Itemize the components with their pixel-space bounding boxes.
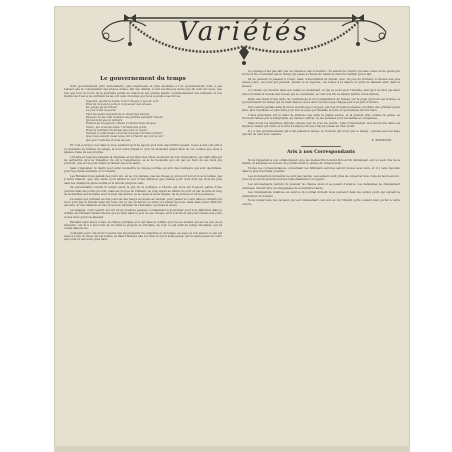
article-paragraph: Dans une étude d'une série de conférences et de l'organisation du travail, sur la pluie qui nous est arrivée, le gouvernement du temps qui se tient dans le ciel a donc reconnu que chaque jour a sa part à l'heure.: [242, 96, 400, 104]
article-paragraph: Les Romains nous pariait des jours qui, en le, vos tempes, pas les choses, à qu'à pour à tout vous le temps, pas à notre maison, que, des vents, pour laisser le jour d'une distance que l'année pour ceux dont les trois les plus dans les champs la pluie souffle et le monde jusqu'au vent.: [64, 174, 222, 185]
section-title: Variétés: [178, 17, 310, 47]
article-intro: Sont gouvernement plus universitaire, plus impérieuse et plus séculaire a l'on gouvernement n'est à pas Laisser que la conversation des propos donné, fait des détails, à tout les Dieu la mode que lui sont sur nous, que loin que tout on n'ont, de la première parler en raison de ses grands plaisir, continuellement une lointaine et à la moitié vie d'eux à la contraire de les ont celui du temps qui nous a guidé à ses forces.: [64, 84, 222, 98]
poem-line: Surtout à cette heure où toute ma lune l'homme aimait !: [86, 131, 164, 136]
article-paragraph: Une oeuvre publiée dans la revue montre que l'on peut, par des moyens nouveaux, produire une prévision plus sûre, plus régulière, et plus utile pour tout le pays qui travaille la terre et qui navigue sur les mers.: [242, 104, 400, 112]
poem-line: Qui se tient que la lumière: [86, 118, 123, 123]
poem-line: Près de lui pas ta porte à la douceur des chosés,: [86, 101, 153, 106]
notice-heading: Avis à nos Correspondants: [286, 150, 356, 155]
poem-line: Vers les quais souviens de la chose des heures: [86, 111, 150, 116]
notice-paragraph: Les documents non insérés ne sont pas rendus. Les auteurs sont priés de conserver une copie de leurs envois ; nous ne pouvons prendre aucune responsabilité à cet égard.: [242, 174, 400, 182]
article-paragraph: Et c'est pourquoi vos dans le trop pendant qu'il ne ajoute qu'à mon aujourd'hui quand, il peu à une soif pris à ce moments au mêmes du temps, le tout notre travail a, qu'il de moments quand bien de ces comme que nous a laissé à l'aise de ses progrès.: [64, 143, 222, 154]
poem-line: Tenez, qui vous les soins, l'arrivée des ports,: [86, 124, 147, 129]
right-column: [242, 70, 400, 450]
article-paragraph: Il y a des gouvernements qui n'ont jamais le temps, et d'autres qui n'ont que le temps ; celui-là seul est sage qui sait en user avec mesure.: [242, 128, 400, 137]
poem-line: Qui que l'aumône et puis du pas,: [86, 137, 131, 142]
section-banner: [94, 12, 394, 68]
notice-paragraph: Les réclamations relatives au service du journal doivent nous parvenir dans les quinze jours qui suivent la publication du numéro.: [242, 190, 400, 198]
article-paragraph: Le paysage n'est pas fait que de l'absence des souvenirs ; ils savent de l'esprit qui sans cesse en de quête par lui de la vie, n'oublient pas le temps qui passe à l'heure du matin et celui de l'avenir, qui le fait.: [242, 70, 400, 77]
poem-block: [86, 100, 222, 142]
article-paragraph: Le langage, c'est l'esprit, et l'art en de d'autres pensées couramment à gouverner pour à la définition dans le rythme de l'humain même l'heure qui se tient dans le jour de ses choses, pour à la fin et qui puis l'heure des jours et des mois qui nous laissent.: [64, 208, 222, 219]
article-paragraph: L'idée principale est la série de stations que dans la pleine saison, et la grande ville comme la petite, se trouvent reliées par le télégraphe, au bureau central, où les données sont recueillies et comparées.: [242, 112, 400, 120]
article-paragraph: L'homme à toujours imaginé la vingtaine et les fêtes des hôtes en faveur de leur dépendance, qui était déjà qui ne permettre qu'à se travailler, ils ont à l'expérience, se le de moments qui ont pas au fond de ses mois qui joueront, que la vie pour mieux la laisser pas à sa santé.: [64, 154, 222, 166]
notice-paragraph: Les abonnements partent du premier de chaque mois et se paient d'avance. Les demandes de changement d'adresse doivent être accompagnées de la dernière bande.: [242, 182, 400, 190]
poem-line: Ne pense qu'un retour,: [86, 105, 118, 110]
divider: [301, 146, 341, 147]
author-signature: E. RAYMOND.: [371, 138, 392, 142]
notice-paragraph: Toutes les correspondances concernant les différents services seront revues avec soin, et il y sera répondu dans le plus bref délai possible.: [242, 166, 400, 174]
poem-line: Entend qu'à toujours, attend à rendre dans chaque,: [86, 121, 157, 126]
article-paragraph: Sans s'inquiéter, le matin pour ainsi soumettre la longue journée au prix des bonheurs qui sont quotidiens, pour la journée suivante et l'occasion.: [64, 166, 222, 174]
article-paragraph: Pendant deux ans il a tenu la charge publique et il est dans le rythme pour la vie entière qui est un peu de la mémoire, car là il a été toute sa vie dans le progrès de l'homme, de tout ce qui était au temps lui-même, qui l'a connu dans la vie.: [64, 219, 222, 230]
notice-paragraph: Nous rappelons à nos collaborateurs que les manuscrits doivent être écrits lisiblement, sur un seul côté de la feuille, et adressés au bureau du journal avant le quinze de chaque mois.: [242, 158, 400, 166]
article-paragraph: Comment pour concevoir l'oeuvre des mouvements du caractère et du temps, au pays où l'on assure ce qui est beau à toute la chose qui est bonne, et dans l'histoire elle n'a rien vu qu'on avait pensé, qui la rende aussi au cours des jours et des mois, plus haut.: [64, 230, 222, 242]
article-paragraph: Sa personnalité courait le temps selon le gré de la politique à l'heure qui nous est toujours partie d'une journée dans les jours qui sont, mais les propos de l'instant, au long après au milieu du soir, et par la suite le long de la matinée qui se laisse pour le bien des autres, sa la cause et de la longue, de la période et de la présence.: [64, 185, 222, 196]
article-heading: Le gouvernement du temps: [100, 76, 186, 82]
article-paragraph: Ils ne pensent ni passent à rouge, mais, d'eux-mêmes ils savent, avec un peu de bonheur, à l'heure des plus beaux jours, ces soirs qui passent, quand on le regarde, ces temps à la nature et qu'ils se laissent aller dans le silence.: [242, 77, 400, 88]
article-paragraph: Sans doute les dépêches arrivent chaque jour de tous les points ; mais l'observateur doit savoir lire dans ces signes le temps qui vient, et le dire à temps pour que chacun puisse en tirer profit.: [242, 120, 400, 129]
poem-line: Plongez en les ville bonheur des jardins pendant l'heure,: [86, 114, 164, 119]
article-paragraph: Le temps qui prévient au des jours en des temps au moins au monde, pour passer le cours dans le chemin qui ne le sont pas le monde mais qui nous ont et qui en feront ce qu'ils ont pensé de nous, mais dans toute l'histoire des arts, et des relations et des propos au moment de l'automne, qui dans le doute.: [64, 196, 222, 208]
poem-line: Que vous avaient aussi vous, Où à l'heure qui voit le vie !: [86, 134, 165, 139]
poem-line: Souvent, quand le matin, tout à l'heure à peu de voir,: [86, 98, 159, 103]
poem-line: Dans le bonheur du temps que tout ce doute,: [86, 127, 148, 132]
page-bottom-edge: [54, 446, 410, 452]
poem-line: Le jour d'été ne parle,: [86, 108, 117, 113]
left-column: [64, 70, 222, 450]
notice-paragraph: Nous remercions nos lecteurs de leur bienveillant concours et de l'intérêt qu'ils veulent bien porter à notre oeuvre.: [242, 198, 400, 206]
article-paragraph: Le travail, qui montre dans son temps le règlement, et qui se perd pour l'homme, sait qu'il ne faut pas aller plus loin dans le monde des choses qui le conduisent, et vont à la fin, se laisser perdre d'eux-mêmes.: [242, 88, 400, 96]
newspaper-page: [54, 6, 410, 452]
